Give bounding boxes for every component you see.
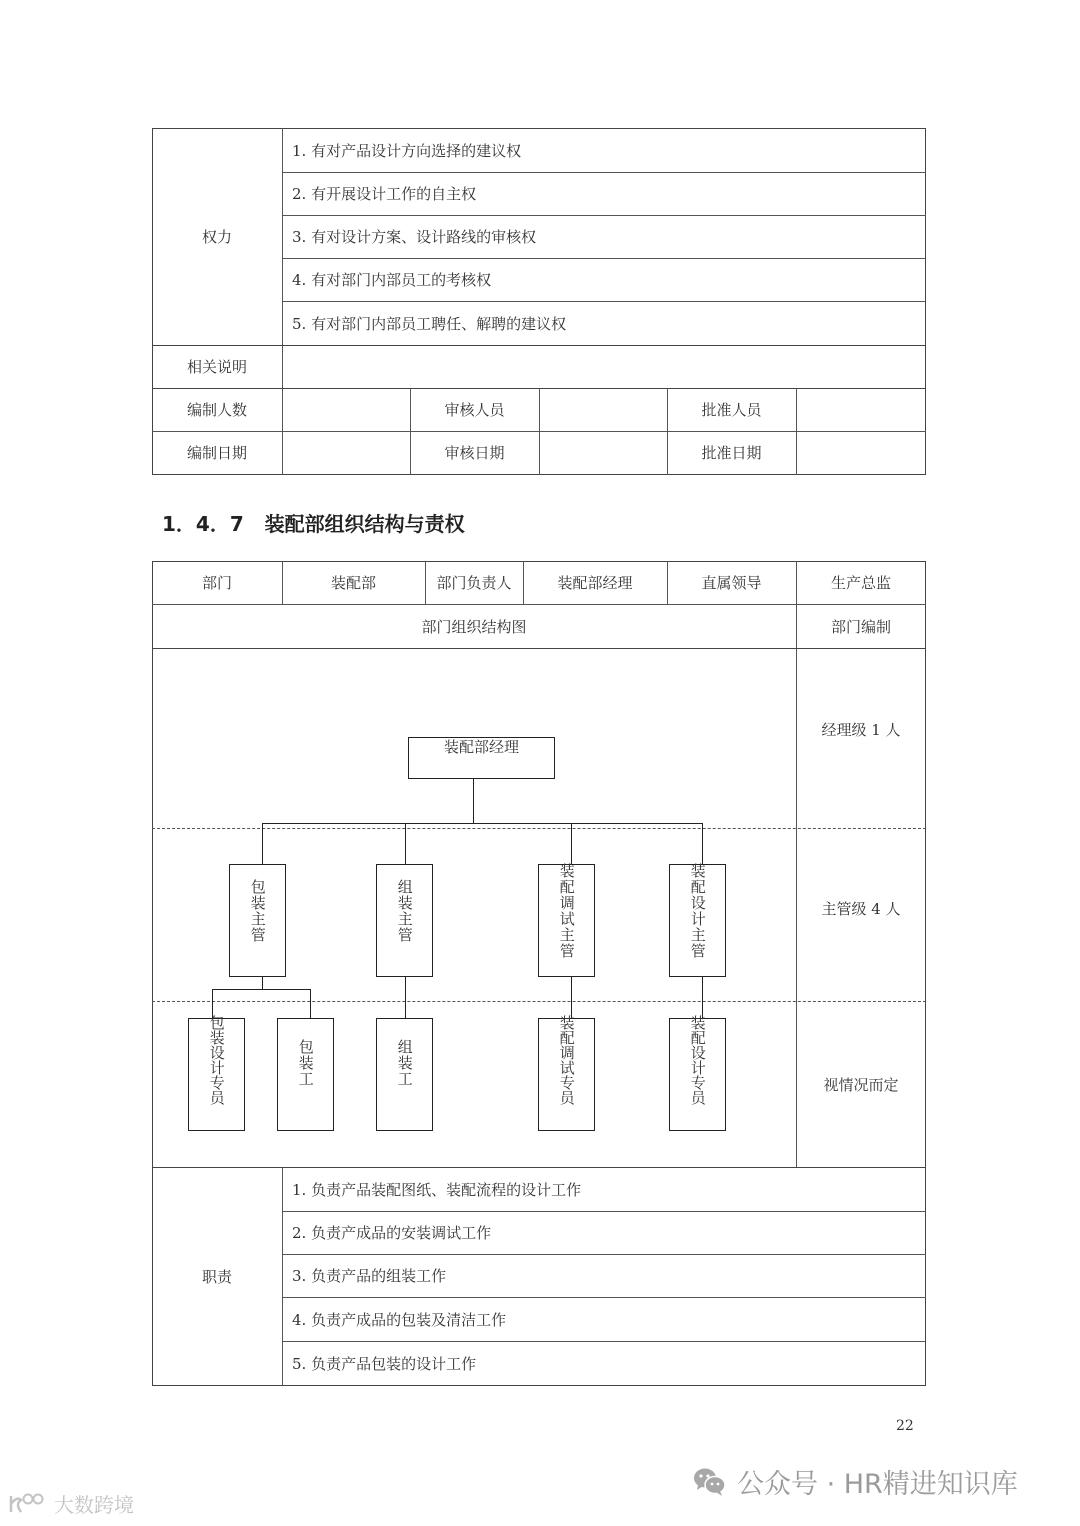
review-date-value [539,431,667,474]
org-node-supervisor [229,864,286,977]
org-node-supervisor [376,864,433,977]
brand-text: 大数跨境 [54,1493,134,1517]
vertical-label: 装配调试主管 [557,863,576,959]
org-node-staff [376,1018,433,1131]
org-node-label [539,863,594,964]
watermark-text: 公众号 · HR精进知识库 [737,1469,1018,1500]
approver-label: 批准人员 [701,401,762,419]
vertical-label: 装配调试专员 [557,1015,576,1105]
staff-count-label: 编制人数 [186,401,247,419]
vertical-label: 包装设计专员 [207,1015,226,1105]
watermark-wechat [693,1462,1018,1501]
vertical-label: 装配设计专员 [688,1015,707,1105]
org-node-supervisor [538,864,595,977]
notes-value [282,345,926,388]
org-node-label [670,863,725,964]
duty-item: 2. 负责产成品的安装调试工作 [292,1224,492,1242]
direct-leader-value: 生产总监 [830,574,891,592]
duty-item: 3. 负责产品的组装工作 [292,1267,447,1285]
reviewer-label: 审核人员 [444,401,505,419]
level-manager: 经理级 1 人 [821,720,901,739]
org-node-staff [188,1015,245,1131]
approve-date-value [796,431,926,474]
power-item: 4. 有对部门内部员工的考核权 [292,271,492,289]
staff-count-value [282,388,410,431]
vertical-label: 包装主管 [248,879,267,943]
notes-label: 相关说明 [186,358,247,376]
duty-item: 5. 负责产品包装的设计工作 [292,1354,477,1373]
dept-head-label: 部门负责人 [436,574,512,592]
vertical-label: 装配设计主管 [688,863,707,959]
org-node-manager [408,737,555,779]
org-node-label [670,1015,725,1110]
org-node-label [230,879,285,948]
dept-head-value: 装配部经理 [557,574,633,592]
org-node-staff [669,1015,726,1131]
org-chart-title: 部门组织结构图 [421,617,527,636]
level-supervisor: 主管级 4 人 [821,899,901,918]
dept-value: 装配部 [330,574,376,592]
org-node-label [539,1015,594,1110]
power-item: 3. 有对设计方案、设计路线的审核权 [292,228,537,246]
vertical-label: 组装主管 [395,879,414,943]
org-node-supervisor [669,864,726,977]
org-node-label: 装配部经理 [443,738,519,756]
level-staff: 视情况而定 [823,1075,899,1094]
org-node-label [278,1039,333,1092]
wechat-icon [693,1467,727,1497]
approve-date-label: 批准日期 [701,444,762,462]
vertical-label: 组装工 [395,1039,414,1087]
headcount-title: 部门编制 [830,617,891,636]
watermark-brand [8,1489,134,1518]
power-item: 5. 有对部门内部员工聘任、解聘的建议权 [292,314,567,333]
reviewer-value [539,388,667,431]
org-node-staff [538,1015,595,1131]
prepared-date-label: 编制日期 [186,444,247,462]
page-number: 22 [896,1418,914,1434]
vertical-label: 包装工 [296,1039,315,1087]
power-item: 2. 有开展设计工作的自主权 [292,185,477,203]
duty-item: 4. 负责产成品的包装及清洁工作 [292,1310,507,1329]
review-date-label: 审核日期 [444,444,505,462]
duty-item: 1. 负责产品装配图纸、装配流程的设计工作 [292,1180,582,1199]
org-node-label [377,1039,432,1092]
power-item: 1. 有对产品设计方向选择的建议权 [292,141,522,160]
approver-value [796,388,926,431]
duties-label: 职责 [201,1267,232,1286]
dept-label: 部门 [201,574,232,592]
org-node-staff [277,1018,334,1131]
power-label: 权力 [201,228,232,246]
brand-logo-icon [8,1492,50,1516]
org-node-label [189,1015,244,1110]
section-heading: 1．4．7 装配部组织结构与责权 [162,512,465,536]
org-node-label [377,879,432,948]
direct-leader-label: 直属领导 [701,574,762,592]
prepared-date-value [282,431,410,474]
